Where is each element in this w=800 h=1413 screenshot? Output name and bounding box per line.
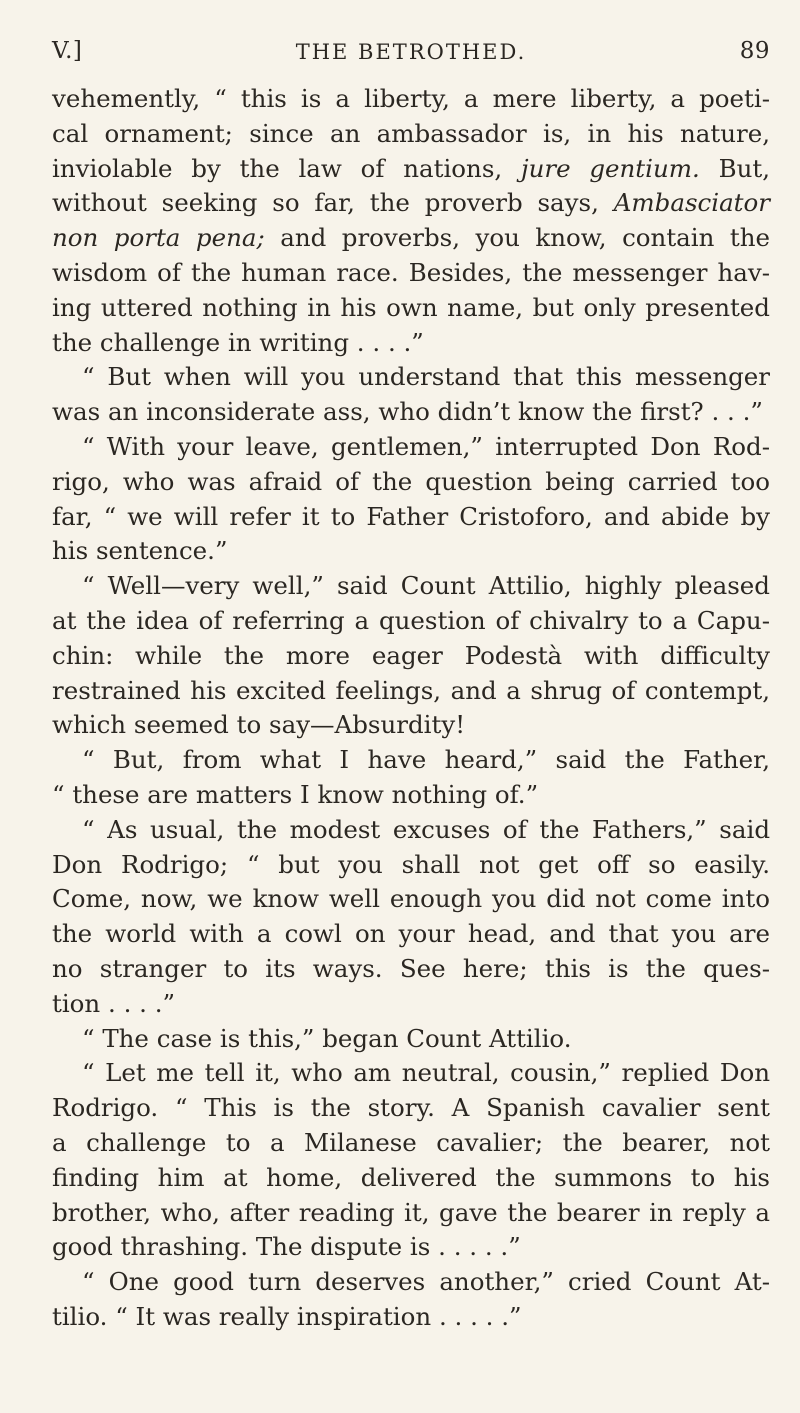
text-line: “ One good turn deserves another,” cried Count At-: [82, 1267, 770, 1297]
text-line: “ Let me tell it, who am neutral, cousin,” replied Don: [82, 1058, 770, 1088]
text-line: chin: while the more eager Podestà with difficulty: [52, 640, 770, 670]
text-line: Don Rodrigo; “ but you shall not get off so easily.: [52, 849, 770, 879]
text-line: which seemed to say—Absurdity!: [52, 710, 466, 740]
text-line: “ With your leave, gentlemen,” interrupted Don Rod-: [82, 431, 770, 461]
text-line: [52, 221, 770, 256]
running-head: [52, 28, 770, 72]
book-title: THE BETROTHED.: [295, 40, 527, 64]
text-line: the challenge in writing . . . .”: [52, 327, 424, 357]
text-line-italic: jure gentium.: [520, 153, 700, 183]
text-line: a challenge to a Milanese cavalier; the bearer, not: [52, 1127, 770, 1157]
text-line: Come, now, we know well enough you did not come into: [52, 884, 770, 914]
body-text: [52, 82, 770, 1335]
text-line: Rodrigo. “ This is the story. A Spanish cavalier sent: [52, 1093, 770, 1123]
text-line: at the idea of referring a question of chivalry to a Capu-: [52, 605, 770, 635]
book-page: [52, 28, 770, 1335]
text-line-roman: without seeking so far, the proverb says,: [52, 188, 614, 218]
text-line: his sentence.”: [52, 536, 228, 566]
text-line-roman: inviolable by the law of nations,: [52, 153, 521, 183]
text-line: “ As usual, the modest excuses of the Fathers,” said: [82, 814, 770, 844]
text-line: “ But when will you understand that this messenger: [82, 362, 770, 392]
text-line: tion . . . .”: [52, 988, 176, 1018]
text-line-roman: and proverbs, you know, contain the: [264, 223, 771, 253]
text-line: the world with a cowl on your head, and that you are: [52, 919, 770, 949]
text-line: cal ornament; since an ambassador is, in his nature,: [52, 118, 770, 148]
text-line-italic: non porta pena;: [52, 223, 265, 253]
text-line: ing uttered nothing in his own name, but only presented: [52, 292, 770, 322]
text-line: [52, 186, 770, 221]
text-line: rigo, who was afraid of the question being carried too: [52, 466, 770, 496]
text-line: finding him at home, delivered the summons to his: [52, 1162, 770, 1192]
text-line: “ But, from what I have heard,” said the Father,: [82, 745, 770, 775]
page-number: 89: [739, 38, 770, 64]
text-line: “ The case is this,” began Count Attilio.: [82, 1023, 572, 1053]
text-line: was an inconsiderate ass, who didn’t know the first? . . .”: [52, 397, 763, 427]
text-line: vehemently, “ this is a liberty, a mere liberty, a poeti-: [52, 84, 770, 113]
text-line: wisdom of the human race. Besides, the messenger hav-: [52, 257, 770, 287]
text-line: restrained his excited feelings, and a shrug of contempt,: [52, 675, 770, 705]
text-line: [52, 152, 770, 187]
text-line: “ these are matters I know nothing of.”: [52, 779, 539, 809]
text-line: “ Well—very well,” said Count Attilio, highly pleased: [82, 571, 770, 601]
text-line: brother, who, after reading it, gave the bearer in reply a: [52, 1197, 770, 1227]
chapter-marker: V.]: [52, 38, 83, 64]
text-line: good thrashing. The dispute is . . . . .”: [52, 1232, 521, 1262]
text-line: far, “ we will refer it to Father Cristoforo, and abide by: [52, 501, 770, 531]
text-line-roman: But,: [699, 153, 770, 183]
text-line-italic: Ambasciator: [613, 188, 770, 218]
text-line: tilio. “ It was really inspiration . . . . .”: [52, 1301, 522, 1331]
text-line: no stranger to its ways. See here; this is the ques-: [52, 953, 770, 983]
